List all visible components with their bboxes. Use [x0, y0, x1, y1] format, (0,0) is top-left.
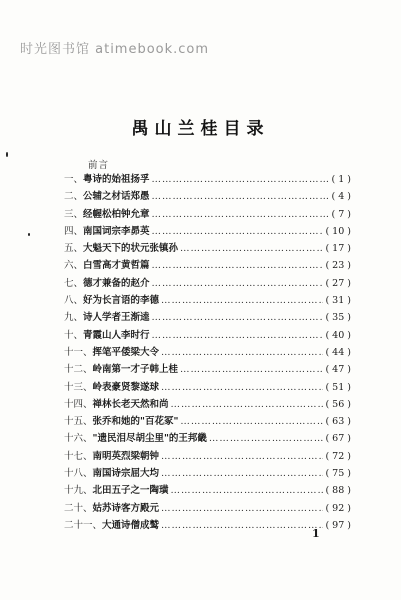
toc-entry-title: 大魁天下的状元张镇孙 — [83, 243, 179, 255]
toc-entry-title: 经幄松柏钟允章 — [83, 208, 150, 220]
toc-entry — [64, 482, 351, 499]
toc-entry-number: 十一、 — [64, 346, 93, 358]
toc-entry-title: 诗人学者王渐逵 — [83, 312, 150, 324]
toc-entry-number: 三、 — [64, 208, 84, 220]
toc-entry-title: 公辅之材话郑愚 — [83, 191, 150, 203]
toc-entry-page: ( 17 ) — [325, 243, 351, 255]
toc-leader-dots — [161, 292, 323, 309]
print-speck — [6, 152, 8, 157]
table-of-contents — [64, 171, 351, 534]
toc-entry — [64, 379, 351, 396]
toc-leader-dots — [161, 448, 323, 465]
toc-entry-title: 姑苏诗客方殿元 — [92, 502, 160, 514]
toc-entry-page: ( 92 ) — [325, 502, 351, 514]
toc-entry-page: ( 44 ) — [325, 346, 351, 358]
toc-entry-title: 禅林长老天然和尚 — [92, 398, 169, 410]
toc-entry-number: 四、 — [64, 225, 84, 237]
toc-leader-dots — [152, 206, 330, 223]
toc-entry — [64, 327, 351, 344]
toc-entry-page: ( 88 ) — [325, 485, 351, 497]
toc-leader-dots — [180, 361, 323, 378]
toc-leader-dots — [152, 223, 324, 240]
toc-entry-number: 十七、 — [64, 450, 93, 462]
toc-entry-number: 十八、 — [64, 468, 93, 480]
toc-entry-number: 十三、 — [64, 381, 93, 393]
toc-leader-dots — [152, 257, 324, 274]
toc-entry-page: ( 31 ) — [325, 295, 351, 307]
toc-entry-title: "遗民泪尽胡尘里"的王邦畿 — [92, 433, 207, 445]
toc-leader-dots — [161, 344, 323, 361]
toc-entry-number: 一、 — [64, 174, 84, 185]
toc-entry — [64, 430, 351, 447]
toc-entry-number: 二十一、 — [64, 519, 103, 531]
toc-leader-dots — [171, 396, 324, 413]
toc-leader-dots — [152, 327, 324, 344]
toc-entry-page: ( 23 ) — [325, 260, 351, 272]
toc-entry — [64, 292, 351, 309]
toc-leader-dots — [152, 188, 330, 205]
toc-entry-number: 九、 — [64, 312, 84, 324]
toc-entry — [64, 396, 351, 413]
toc-entry-number: 十二、 — [64, 364, 93, 376]
toc-entry — [64, 240, 351, 257]
toc-entry-page: ( 97 ) — [325, 519, 351, 531]
toc-entry — [64, 275, 351, 292]
toc-entry-page: ( 7 ) — [331, 208, 351, 220]
toc-entry-page: ( 72 ) — [325, 450, 351, 462]
toc-entry-title: 白雪高才黄哲篇 — [83, 260, 150, 272]
toc-entry-page: ( 63 ) — [325, 416, 351, 428]
toc-entry-number: 十五、 — [64, 416, 93, 428]
toc-entry-title: 南明英烈梁朝钟 — [92, 450, 160, 462]
toc-entry — [64, 500, 351, 517]
toc-entry-page: ( 47 ) — [325, 364, 351, 376]
toc-entry-page: ( 1 ) — [331, 174, 351, 185]
toc-entry-page: ( 56 ) — [325, 398, 351, 410]
toc-leader-dots — [161, 500, 323, 517]
toc-entry-title: 德才兼备的赵介 — [83, 277, 150, 289]
toc-entry-number: 十、 — [64, 329, 84, 341]
toc-entry — [64, 344, 351, 361]
toc-entry — [64, 171, 351, 188]
toc-entry-number: 十九、 — [64, 485, 93, 497]
toc-entry-title: 青霞山人李时行 — [83, 329, 150, 341]
toc-entry-number: 八、 — [64, 295, 84, 307]
toc-entry — [64, 361, 351, 378]
toc-entry-number: 十六、 — [64, 433, 93, 445]
toc-entry-number: 十四、 — [64, 398, 93, 410]
toc-leader-dots — [161, 379, 323, 396]
toc-entry — [64, 517, 351, 534]
toc-entry-title: 南国词宗李昴英 — [83, 225, 150, 237]
toc-entry — [64, 188, 351, 205]
watermark: 时光图书馆 atimebook.com — [20, 42, 210, 57]
print-speck — [28, 233, 30, 236]
page-title: 禺山兰桂目录 — [131, 119, 270, 139]
toc-entry-number: 七、 — [64, 277, 84, 289]
toc-entry-page: ( 51 ) — [325, 381, 351, 393]
toc-entry-page: ( 27 ) — [325, 277, 351, 289]
toc-entry-page: ( 67 ) — [325, 433, 351, 445]
toc-entry-page: ( 40 ) — [325, 329, 351, 341]
toc-leader-dots — [161, 517, 323, 534]
toc-preface: 前言 — [88, 160, 110, 171]
toc-entry — [64, 309, 351, 326]
toc-entry-title: 岭表豪贤黎遂球 — [92, 381, 160, 393]
toc-entry — [64, 465, 351, 482]
toc-leader-dots — [209, 430, 324, 447]
toc-entry — [64, 257, 351, 274]
toc-entry-title: 好为长言语的李德 — [83, 295, 160, 307]
toc-entry-number: 二十、 — [64, 502, 93, 514]
toc-entry — [64, 206, 351, 223]
toc-entry — [64, 448, 351, 465]
toc-entry-title: 粤诗的始祖扬孚 — [83, 174, 150, 185]
toc-entry — [64, 223, 351, 240]
toc-leader-dots — [180, 240, 323, 257]
toc-entry-number: 五、 — [64, 243, 84, 255]
toc-entry-title: 大通诗僧成鹫 — [102, 519, 160, 531]
toc-leader-dots — [171, 482, 324, 499]
toc-entry-title: 挥笔平倭梁大令 — [92, 346, 160, 358]
toc-leader-dots — [180, 413, 323, 430]
toc-entry-title: 岭南第一才子韩上桂 — [92, 364, 179, 376]
toc-leader-dots — [152, 275, 324, 292]
toc-entry-page: ( 35 ) — [325, 312, 351, 324]
toc-entry-page: ( 10 ) — [325, 225, 351, 237]
page-number: 1 — [312, 527, 320, 540]
toc-entry-page: ( 75 ) — [325, 468, 351, 480]
toc-entry-number: 六、 — [64, 260, 84, 272]
toc-leader-dots — [161, 465, 323, 482]
toc-entry — [64, 413, 351, 430]
toc-entry-number: 二、 — [64, 191, 84, 203]
toc-leader-dots — [152, 171, 330, 188]
toc-entry-title: 北田五子之一陶璜 — [92, 485, 169, 497]
toc-entry-page: ( 4 ) — [331, 191, 351, 203]
toc-entry-title: 南国诗宗屈大均 — [92, 468, 160, 480]
toc-entry-title: 张乔和她的"百花冢" — [92, 416, 179, 428]
toc-leader-dots — [152, 309, 324, 326]
